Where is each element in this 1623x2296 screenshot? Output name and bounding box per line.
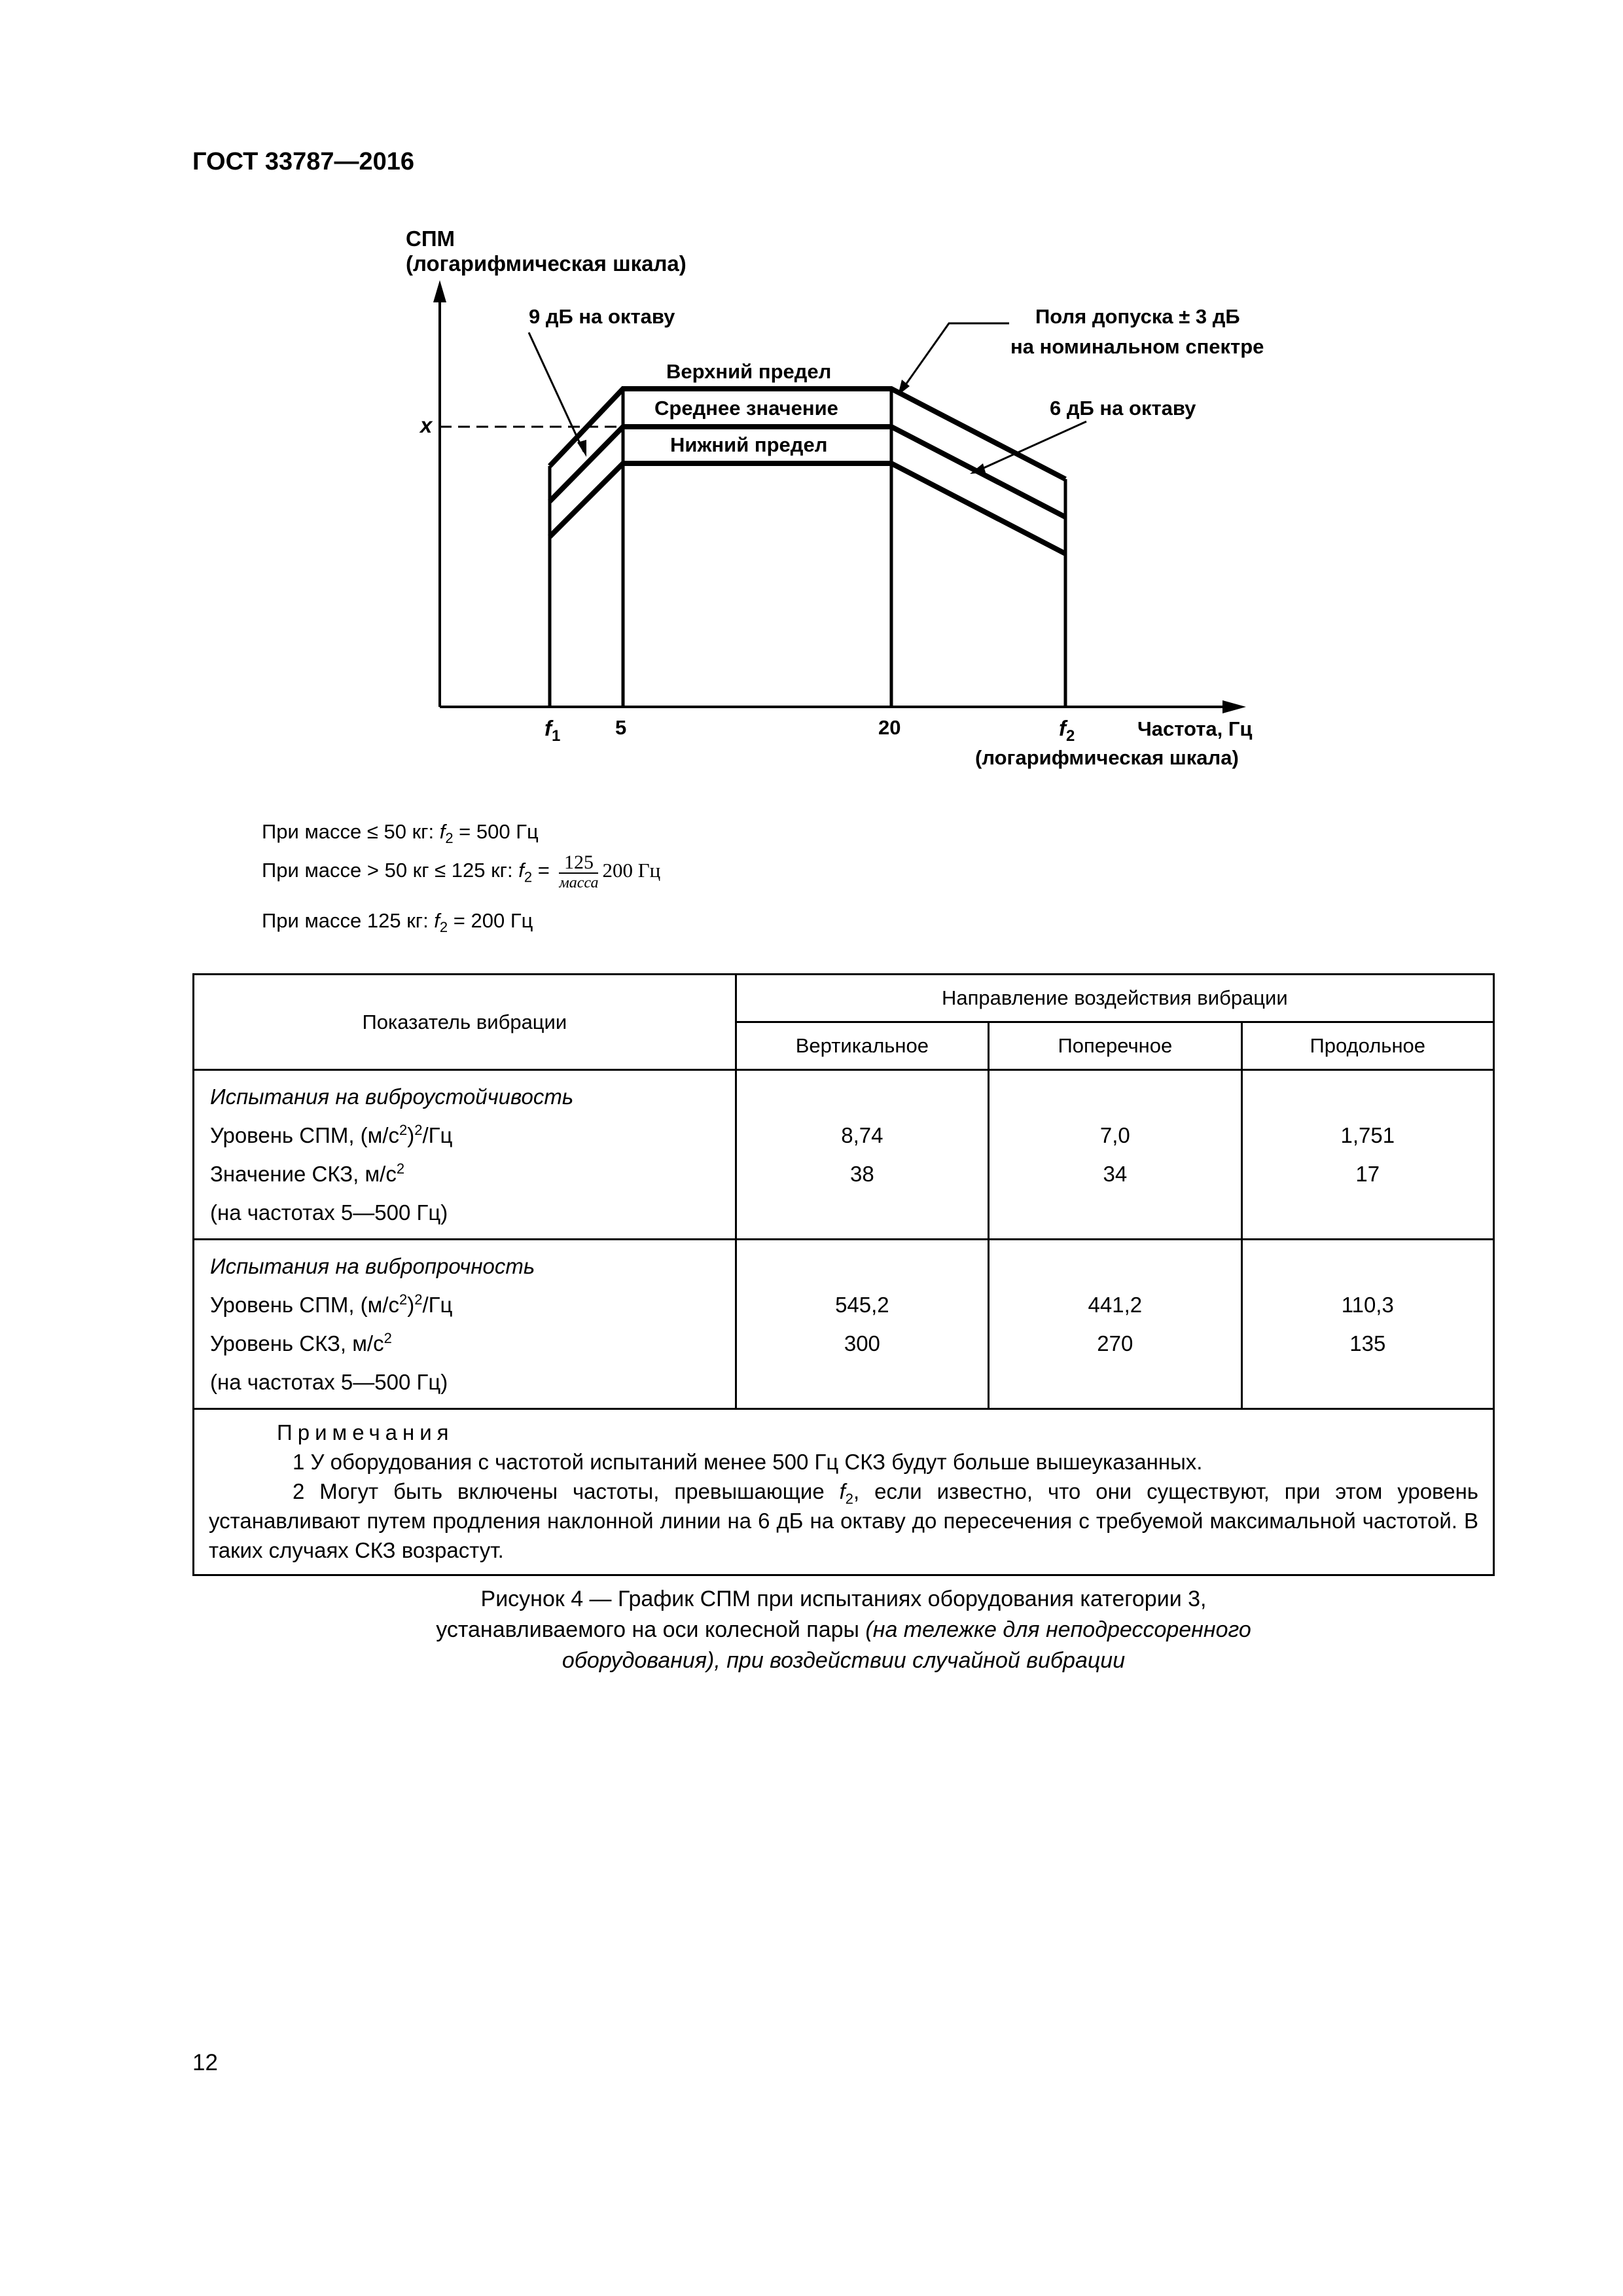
value-cell-longitudinal: 1,751 17 [1241, 1070, 1493, 1240]
table-row [194, 1240, 1494, 1409]
col-header-indicator: Показатель вибрации [194, 975, 736, 1070]
y-axis-label-line1: СПМ [406, 226, 455, 251]
formula-line-1: При массе ≤ 50 кг: $f_2 = 500$ Гц [262, 820, 539, 847]
y-axis-label-line2: (логарифмическая шкала) [406, 251, 687, 276]
value-cell-transverse: 441,2 270 [989, 1240, 1241, 1409]
section-title: Испытания на виброустойчивость [210, 1085, 574, 1109]
caption-line-2: устанавливаемого на оси колесной пары (на тележке для неподрессоренного [436, 1617, 1251, 1642]
page-number: 12 [192, 2050, 218, 2075]
value-cell-transverse: 7,0 34 [989, 1070, 1241, 1240]
label-tolerance-line2: на номинальном спектре [1010, 335, 1264, 358]
value-cell-vertical: 8,74 38 [736, 1070, 988, 1240]
tick-f2: $f_2$ [1059, 716, 1075, 745]
notes-row [194, 1409, 1494, 1575]
value-cell-vertical: 545,2 300 [736, 1240, 988, 1409]
label-upper-limit: Верхний предел [666, 360, 832, 383]
figure-caption [192, 1584, 1495, 1676]
row-label: Уровень СПМ, $(м/с^2)^2/Гц$ [210, 1122, 453, 1147]
formula-fraction: $\frac{125}{\text{масса}}$ [559, 852, 599, 891]
x-axis-label-line1: Частота, Гц [1137, 717, 1253, 740]
label-mean: Среднее значение [654, 397, 838, 420]
row-label: Значение СКЗ, $м/с^2$ [210, 1160, 405, 1186]
label-lower-limit: Нижний предел [670, 433, 828, 456]
section-title: Испытания на вибропрочность [210, 1254, 535, 1278]
notes-cell [194, 1409, 1494, 1575]
tick-5: 5 [615, 716, 627, 739]
standard-code: ГОСТ 33787—2016 [192, 148, 415, 175]
row-label: Уровень СКЗ, $м/с^2$ [210, 1330, 392, 1355]
row-label: (на частотах 5—500 Гц) [210, 1370, 448, 1394]
formula-line-2: При массе > 50 кг ≤ 125 кг: $f_2$ = $\frac{125}{\text{масса}}$ 200 Гц [262, 852, 661, 891]
x-axis-label-line2: (логарифмическая шкала) [975, 746, 1239, 769]
col-header-direction: Направление воздействия вибрации [736, 975, 1493, 1022]
formula-line-3: При массе 125 кг: $f_2 = 200$ Гц [262, 909, 533, 936]
col-header-longitudinal: Продольное [1241, 1022, 1493, 1070]
x-axis-arrow [1222, 700, 1246, 713]
rise-slope-leader [529, 332, 584, 452]
table-row [194, 1070, 1494, 1240]
caption-line-1: Рисунок 4 — График СПМ при испытаниях оборудования категории 3, [480, 1587, 1207, 1611]
y-axis-arrow [433, 280, 446, 302]
section-label-cell [194, 1070, 736, 1240]
spm-figure [0, 0, 1623, 812]
tick-f1: $f_1$ [544, 716, 561, 745]
section-label-cell [194, 1240, 736, 1409]
vibration-table [192, 973, 1495, 1576]
row-label: Уровень СПМ, $(м/с^2)^2/Гц$ [210, 1291, 453, 1317]
col-header-transverse: Поперечное [989, 1022, 1241, 1070]
label-tolerance-line1: Поля допуска ± 3 дБ [1035, 305, 1240, 328]
notes-title: Примечания [277, 1420, 454, 1444]
caption-line-3: оборудования), при воздействии случайной вибрации [562, 1648, 1126, 1673]
label-rise-slope: 9 дБ на октаву [529, 305, 675, 328]
tick-20: 20 [878, 716, 901, 739]
label-fall-slope: 6 дБ на октаву [1050, 397, 1196, 420]
value-cell-longitudinal: 110,3 135 [1241, 1240, 1493, 1409]
rise-slope-arrow [577, 440, 586, 457]
row-label: (на частотах 5—500 Гц) [210, 1200, 448, 1225]
note-2: 2 Могут быть включены частоты, превышающие $f_2$, если известно, что они существуют, при этом уровень устанавливают путем продления наклонной линии на 6 дБ на октаву до пересечения с требуемой максимальной частотой. В таких случаях СКЗ возрастут. [209, 1479, 1478, 1562]
note-1: 1 У оборудования с частотой испытаний менее 500 Гц СКЗ будут больше вышеуказанных. [293, 1450, 1203, 1474]
tolerance-leader [902, 323, 1009, 390]
col-header-vertical: Вертикальное [736, 1022, 988, 1070]
y-marker-x: x [420, 413, 433, 437]
